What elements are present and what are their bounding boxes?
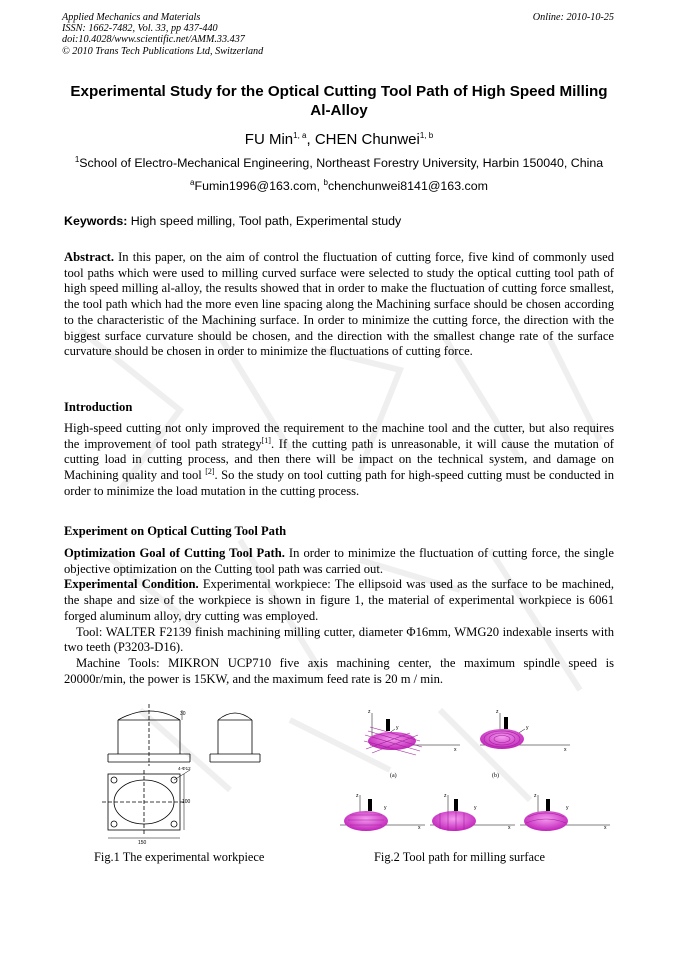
author-2-affil: 1, b [419, 131, 434, 140]
affiliation-marker: 1 [74, 154, 80, 164]
dim-30: 30 [180, 711, 186, 717]
journal-header [62, 12, 263, 57]
dim-100: 100 [182, 799, 191, 805]
intro-part-3: . So the study on tool cutting path for high-speed cutting must be conducted in order to minimize the load mutation in the cutting process. [64, 468, 614, 498]
optimization-goal [64, 546, 614, 577]
journal-doi: doi:10.4028/www.scientific.net/AMM.33.437 [62, 34, 245, 46]
abstract-text: In this paper, on the aim of control the fluctuation of cutting force, five kind of commonly used tool paths which were used to milling curved surface were selected to study the optical cutting tool path of high speed milling al-alloy, the results showed that in order to make the fluctuation of cutting force smallest, the tool path which had the more even line spacing along the Machining surface should be chosen according to the characteristic of the Machining surface. In order to minimize the cutting force, the direction with the biggest surface curvature should be chosen, and the direction with the smallest change rate of the surface curvature should be chosen in order to minimize the fluctuations of cutting force. [64, 250, 614, 359]
axis-y-b: y [526, 725, 529, 731]
email-line [62, 179, 616, 193]
email-b[interactable]: chenchunwei8141@163.com [327, 179, 488, 193]
experimental-condition [64, 577, 614, 624]
tool-path-d [430, 793, 515, 831]
axis-y-d: y [474, 805, 477, 811]
tool-path-a [364, 709, 460, 755]
axis-x-d: x [508, 825, 511, 831]
axis-y-c: y [384, 805, 387, 811]
introduction-text [64, 421, 614, 500]
paper-title: Experimental Study for the Optical Cutting Tool Path of High Speed Milling Al-Alloy [70, 83, 608, 119]
affiliation-text: School of Electro-Mechanical Engineering, Northeast Forestry University, Harbin 150040, China [79, 156, 604, 170]
condition-label: Experimental Condition. [64, 577, 199, 592]
figure-2-drawing [340, 705, 620, 835]
citation-1[interactable]: [1] [261, 435, 271, 445]
subfig-a-label: (a) [390, 773, 397, 779]
journal-issn: ISSN: 1662-7482, Vol. 33, pp 437-440 [62, 23, 218, 35]
goal-text: In order to minimize the fluctuation of cutting force, the single objective optimization on the Cutting tool path was carried out. [64, 546, 614, 576]
machine-spec: Machine Tools: MIKRON UCP710 five axis machining center, the maximum spindle speed is 20000r/min, the power is 15KW, and the maximum feed rate is 20 m / min. [64, 655, 614, 686]
axis-x-e: x [604, 825, 607, 831]
tool-path-e [520, 793, 610, 831]
keywords [64, 214, 401, 228]
figure-2-caption: Fig.2 Tool path for milling surface [374, 850, 545, 864]
introduction-heading: Introduction [64, 400, 133, 414]
axis-z-b: z [496, 709, 499, 715]
intro-part-1: High-speed cutting not only improved the requirement to the machine tool and the cutter, but also requires the improvement of tool path strategy [64, 421, 614, 451]
keywords-label: Keywords: [64, 214, 128, 228]
keywords-text: High speed milling, Tool path, Experimental study [127, 214, 402, 228]
author-line [62, 131, 616, 148]
dim-holes: 4-Φ12 [178, 766, 191, 771]
author-1-affil: 1, a [293, 131, 307, 140]
figure-1-caption: Fig.1 The experimental workpiece [94, 850, 265, 864]
affiliation [62, 156, 616, 170]
experiment-heading: Experiment on Optical Cutting Tool Path [64, 524, 287, 538]
axis-y-e: y [566, 805, 569, 811]
subfig-b-label: (b) [492, 773, 499, 779]
email-a-marker: a [190, 177, 195, 187]
intro-part-2: . If the cutting path is unreasonable, it will cause the mutation of cutting load in cutting process, and then there will be impact on the technical system, and damage on Machining quality and tool [64, 436, 614, 483]
axis-x-c: x [418, 825, 421, 831]
goal-label: Optimization Goal of Cutting Tool Path. [64, 546, 285, 560]
tool-spec: Tool: WALTER F2139 finish machining milling cutter, diameter Φ16mm, WMG20 indexable inserts with two teeth (P3203-D16). [64, 624, 614, 655]
axis-z-a: z [368, 709, 371, 715]
journal-copyright: © 2010 Trans Tech Publications Ltd, Switzerland [62, 45, 264, 57]
experiment-text [64, 546, 614, 687]
author-separator: , [306, 131, 315, 148]
axis-z-d: z [444, 793, 447, 799]
axis-y-a: y [396, 725, 399, 731]
author-1: FU Min [244, 131, 294, 148]
journal-name: Applied Mechanics and Materials [62, 12, 201, 23]
abstract-label: Abstract. [64, 250, 115, 264]
author-2: CHEN Chunwei [314, 131, 420, 148]
axis-x-b: x [564, 747, 567, 753]
axis-x-a: x [454, 747, 457, 753]
citation-2[interactable]: [2] [205, 466, 215, 476]
tool-path-c [340, 793, 425, 831]
dim-150: 150 [138, 840, 147, 846]
online-date: Online: 2010-10-25 [532, 12, 614, 23]
axis-z-e: z [534, 793, 537, 799]
email-b-marker: b [323, 177, 328, 187]
axis-z-c: z [356, 793, 359, 799]
figure-1-drawing [100, 702, 290, 848]
condition-text: Experimental workpiece: The ellipsoid was used as the surface to be machined, the shape and size of the workpiece is shown in figure 1, the material of experimental workpiece is 6061 forged aluminum alloy, dry cutting was employed. [64, 577, 614, 623]
abstract [64, 250, 614, 360]
tool-path-b [480, 709, 570, 753]
email-separator: , [316, 179, 324, 193]
email-a[interactable]: Fumin1996@163.com [194, 179, 317, 193]
